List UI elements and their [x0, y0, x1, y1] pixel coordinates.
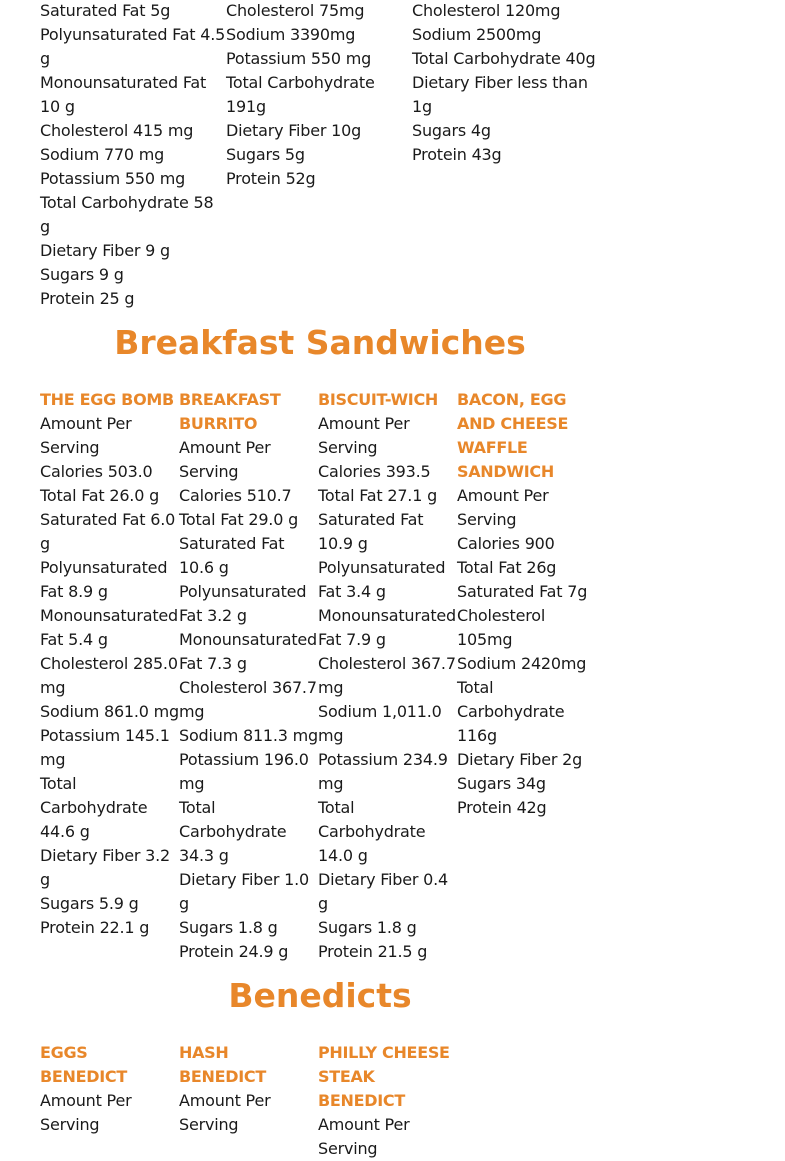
nutrition-line: Sodium 811.3 mg — [179, 726, 318, 745]
nutrition-line: Protein 42g — [457, 798, 547, 817]
nutrition-line: Sodium 1,011.0 mg — [318, 702, 442, 745]
nutrition-line: Sugars 1.8 g — [318, 918, 417, 937]
nutrition-line: Protein 25 g — [40, 289, 135, 308]
nutrition-line: Polyunsaturated Fat 3.2 g — [179, 582, 307, 625]
nutrition-line: Total Carbohydrate 40g — [412, 49, 596, 68]
nutrition-line: Saturated Fat 10.6 g — [179, 534, 285, 577]
nutrition-line: Saturated Fat 6.0 g — [40, 510, 176, 553]
menu-item — [318, 388, 457, 964]
menu-item-title: THE EGG BOMB — [40, 390, 174, 409]
nutrition-line: Amount Per Serving — [179, 438, 271, 481]
nutrition-line: Potassium 145.1 mg — [40, 726, 170, 769]
nutrition-line: Calories 393.5 — [318, 462, 431, 481]
menu-item — [179, 388, 318, 964]
nutrition-line: Amount Per Serving — [40, 1091, 132, 1134]
nutrition-line: Dietary Fiber 9 g — [40, 241, 170, 260]
nutrition-line: Sugars 9 g — [40, 265, 124, 284]
nutrition-line: Sugars 4g — [412, 121, 491, 140]
nutrition-line: Polyunsaturated Fat 8.9 g — [40, 558, 168, 601]
nutrition-line: Monounsaturated Fat 5.4 g — [40, 606, 179, 649]
nutrition-line: Cholesterol 367.7 mg — [318, 654, 456, 697]
nutrition-line: Total Carbohydrate 44.6 g — [40, 774, 148, 841]
breakfast-sandwiches-grid — [40, 388, 596, 964]
nutrition-line: Protein 24.9 g — [179, 942, 289, 961]
nutrition-column — [226, 0, 412, 311]
nutrition-line: Calories 900 — [457, 534, 555, 553]
nutrition-line: Amount Per Serving — [40, 414, 132, 457]
nutrition-line: Sodium 3390mg — [226, 25, 356, 44]
nutrition-line: Cholesterol 285.0 mg — [40, 654, 178, 697]
nutrition-line: Sodium 2420mg — [457, 654, 587, 673]
nutrition-line: Sugars 1.8 g — [179, 918, 278, 937]
nutrition-line: Cholesterol 415 mg — [40, 121, 194, 140]
nutrition-line: Amount Per Serving — [179, 1091, 271, 1134]
nutrition-line: Saturated Fat 5g — [40, 1, 171, 20]
benedicts-grid — [40, 1041, 457, 1161]
nutrition-column — [40, 0, 226, 311]
menu-item-title: BACON, EGG AND CHEESE WAFFLE SANDWICH — [457, 390, 569, 481]
nutrition-line: Total Fat 29.0 g — [179, 510, 299, 529]
nutrition-line: Sugars 34g — [457, 774, 546, 793]
nutrition-line: Potassium 550 mg — [226, 49, 372, 68]
section-title-benedicts: Benedicts — [228, 976, 412, 1015]
nutrition-line: Total Fat 26g — [457, 558, 557, 577]
menu-item-title: HASH BENEDICT — [179, 1043, 266, 1086]
nutrition-line: Saturated Fat 10.9 g — [318, 510, 424, 553]
nutrition-line: Dietary Fiber less than 1g — [412, 73, 588, 116]
nutrition-line: Amount Per Serving — [318, 414, 410, 457]
menu-item-title: BREAKFAST BURRITO — [179, 390, 281, 433]
nutrition-line: Protein 43g — [412, 145, 502, 164]
menu-item — [40, 388, 179, 964]
menu-item-title: EGGS BENEDICT — [40, 1043, 127, 1086]
nutrition-line: Polyunsaturated Fat 3.4 g — [318, 558, 446, 601]
section-title-breakfast-sandwiches: Breakfast Sandwiches — [114, 323, 526, 362]
nutrition-line: Potassium 196.0 mg — [179, 750, 309, 793]
nutrition-line: Monounsaturated Fat 7.3 g — [179, 630, 318, 673]
nutrition-line: Dietary Fiber 1.0 g — [179, 870, 310, 913]
nutrition-line: Cholesterol 120mg — [412, 1, 561, 20]
nutrition-line: Potassium 550 mg — [40, 169, 186, 188]
menu-item — [40, 1041, 179, 1161]
nutrition-line: Total Carbohydrate 58 g — [40, 193, 214, 236]
nutrition-line: Dietary Fiber 0.4 g — [318, 870, 449, 913]
nutrition-line: Protein 22.1 g — [40, 918, 150, 937]
nutrition-line: Dietary Fiber 3.2 g — [40, 846, 171, 889]
nutrition-line: Calories 510.7 — [179, 486, 292, 505]
nutrition-line: Total Fat 27.1 g — [318, 486, 438, 505]
nutrition-line: Sodium 770 mg — [40, 145, 165, 164]
nutrition-line: Monounsaturated Fat 7.9 g — [318, 606, 457, 649]
nutrition-line: Protein 21.5 g — [318, 942, 428, 961]
nutrition-column — [412, 0, 598, 311]
nutrition-line: Protein 52g — [226, 169, 316, 188]
nutrition-line: Potassium 234.9 mg — [318, 750, 448, 793]
menu-item-title: BISCUIT-WICH — [318, 390, 438, 409]
nutrition-line: Cholesterol 367.7 mg — [179, 678, 317, 721]
menu-item — [457, 388, 596, 964]
nutrition-line: Total Carbohydrate 191g — [226, 73, 375, 116]
nutrition-line: Sugars 5g — [226, 145, 305, 164]
nutrition-line: Total Fat 26.0 g — [40, 486, 160, 505]
nutrition-line: Amount Per Serving — [318, 1115, 410, 1158]
nutrition-line: Total Carbohydrate 116g — [457, 678, 565, 745]
nutrition-line: Sugars 5.9 g — [40, 894, 139, 913]
menu-item — [179, 1041, 318, 1161]
nutrition-line: Cholesterol 75mg — [226, 1, 365, 20]
nutrition-line: Cholesterol 105mg — [457, 606, 546, 649]
top-nutrition-columns — [40, 0, 598, 311]
nutrition-line: Dietary Fiber 10g — [226, 121, 362, 140]
nutrition-line: Monounsaturated Fat 10 g — [40, 73, 207, 116]
nutrition-line: Sodium 861.0 mg — [40, 702, 179, 721]
menu-item-title: PHILLY CHEESE STEAK BENEDICT — [318, 1043, 450, 1110]
nutrition-line: Saturated Fat 7g — [457, 582, 588, 601]
nutrition-line: Dietary Fiber 2g — [457, 750, 583, 769]
nutrition-line: Amount Per Serving — [457, 486, 549, 529]
nutrition-line: Sodium 2500mg — [412, 25, 542, 44]
nutrition-line: Calories 503.0 — [40, 462, 153, 481]
menu-item — [318, 1041, 457, 1161]
nutrition-line: Total Carbohydrate 34.3 g — [179, 798, 287, 865]
nutrition-line: Polyunsaturated Fat 4.5 g — [40, 25, 226, 68]
nutrition-line: Total Carbohydrate 14.0 g — [318, 798, 426, 865]
